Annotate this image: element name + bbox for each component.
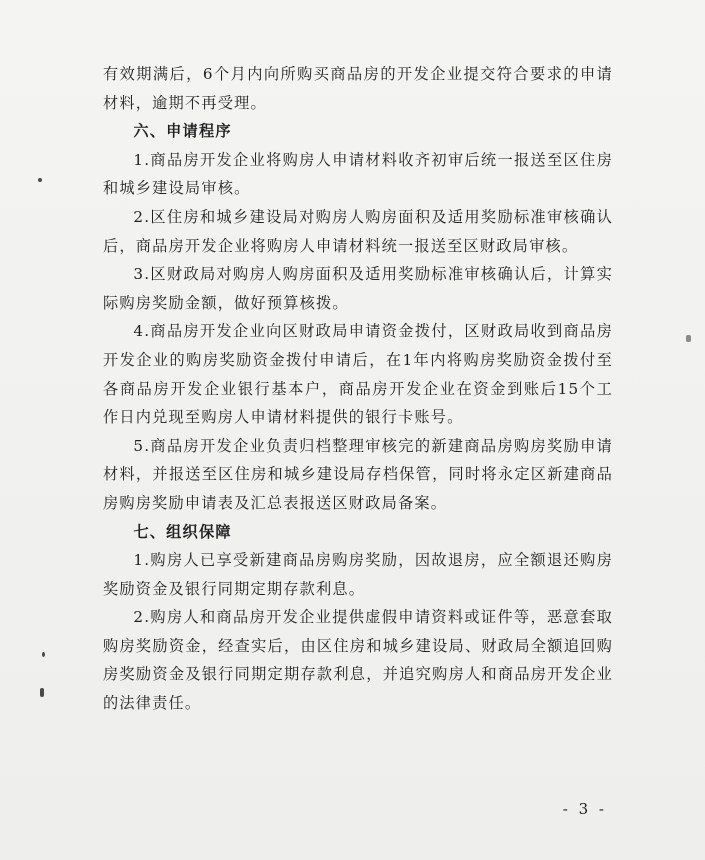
document-body (103, 60, 613, 718)
paragraph: 2.区住房和城乡建设局对购房人购房面积及适用奖励标准审核确认后，商品房开发企业将购房人申请材料统一报送至区财政局审核。 (103, 207, 613, 255)
paragraph-continued: 有效期满后，6个月内向所购买商品房的开发企业提交符合要求的申请材料，逾期不再受理。 (103, 65, 613, 112)
scan-speck (38, 178, 42, 182)
paragraph: 1.商品房开发企业将购房人申请材料收齐初审后统一报送至区住房和城乡建设局审核。 (103, 150, 613, 198)
paragraph: 5.商品房开发企业负责归档整理审核完的新建商品房购房奖励申请材料，并报送至区住房和城乡建设局存档保管，同时将永定区新建商品房购房奖励申请表及汇总表报送区财政局备案。 (103, 436, 613, 512)
paragraph: 1.购房人已享受新建商品房购房奖励，因故退房，应全额退还购房奖励资金及银行同期定期存款利息。 (103, 551, 613, 598)
paragraph: 2.购房人和商品房开发企业提供虚假申请资料或证件等，恶意套取购房奖励资金，经查实后，由区住房和城乡建设局、财政局全额追回购房奖励资金及银行同期定期存款利息，并追究购房人和商品房开发企业的法律责任。 (103, 608, 613, 713)
scan-speck (42, 652, 45, 657)
section-heading-organizational-guarantee: 七、组织保障 (133, 522, 232, 541)
page-number: - 3 - (562, 800, 607, 818)
scan-speck (686, 335, 691, 342)
section-heading-application-procedure: 六、申请程序 (133, 122, 232, 141)
paragraph: 4.商品房开发企业向区财政局申请资金拨付，区财政局收到商品房开发企业的购房奖励资金拨付申请后，在1年内将购房奖励资金拨付至各商品房开发企业银行基本户，商品房开发企业在资金到账后15个工作日内兑现至购房人申请材料提供的银行卡账号。 (103, 322, 613, 427)
paragraph: 3.区财政局对购房人购房面积及适用奖励标准审核确认后，计算实际购房奖励金额，做好预算核拨。 (103, 265, 613, 312)
scan-speck (40, 688, 44, 697)
